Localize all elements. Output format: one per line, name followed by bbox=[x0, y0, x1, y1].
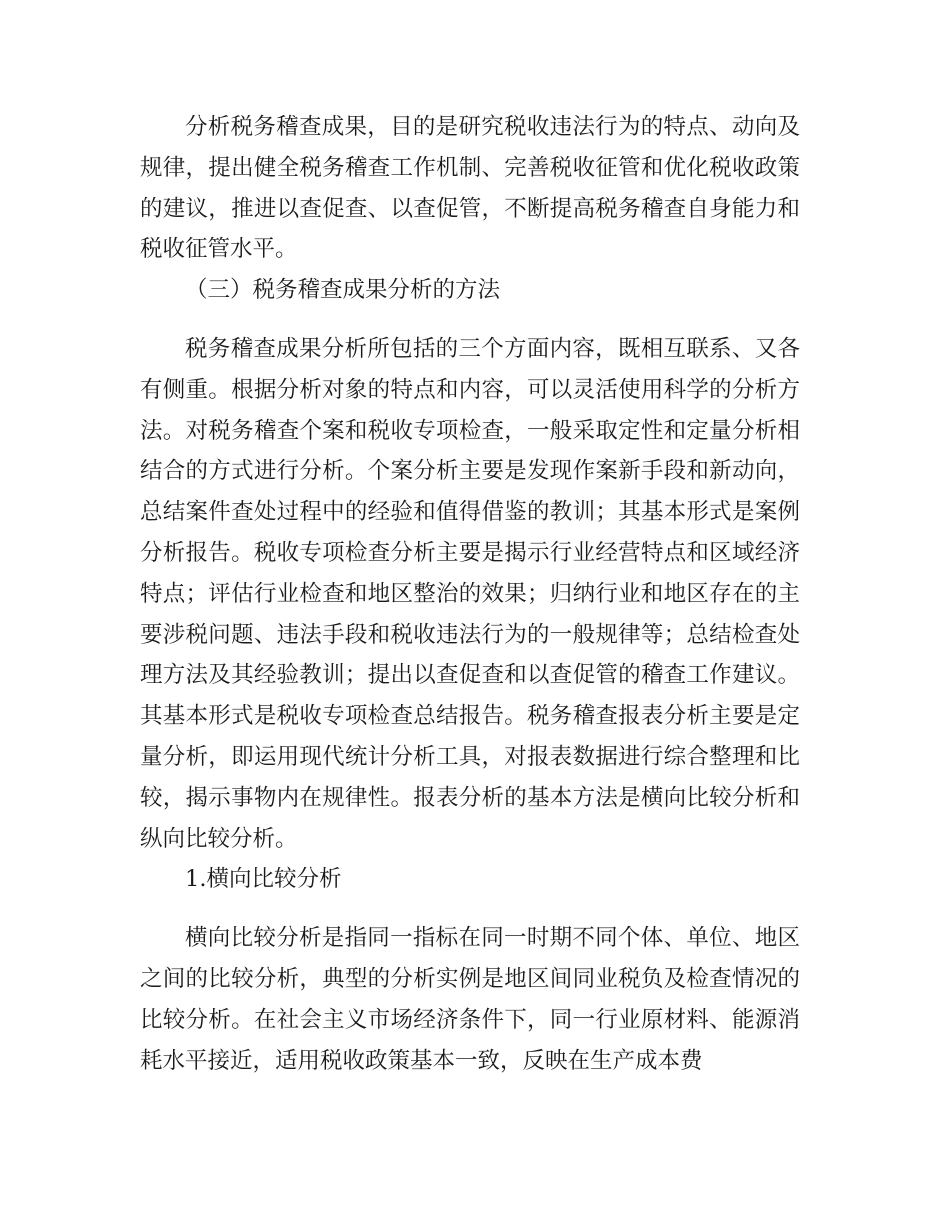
paragraph-methods: 税务稽查成果分析所包括的三个方面内容，既相互联系、又各有侧重。根据分析对象的特点和内容，可以灵活使用科学的分析方法。对税务稽查个案和税收专项检查，一般采取定性和定量分析相结合的方式进行分析。个案分析主要是发现作案新手段和新动向，总结案件查处过程中的经验和值得借鉴的教训；其基本形式是案例分析报告。税收专项检查分析主要是揭示行业经营特点和区域经济特点；评估行业检查和地区整治的效果；归纳行业和地区存在的主要涉税问题、违法手段和税收违法行为的一般规律等；总结检查处理方法及其经验教训；提出以查促查和以查促管的稽查工作建议。其基本形式是税收专项检查总结报告。税务稽查报表分析主要是定量分析，即运用现代统计分析工具，对报表数据进行综合整理和比较，揭示事物内在规律性。报表分析的基本方法是横向比较分析和纵向比较分析。 bbox=[140, 335, 800, 852]
paragraph-purpose: 分析税务稽查成果，目的是研究税收违法行为的特点、动向及规律，提出健全税务稽查工作机制、完善税收征管和优化税收政策的建议，推进以查促查、以查促管，不断提高税务稽查自身能力和税收征管水平。 bbox=[140, 114, 800, 263]
document-body bbox=[140, 107, 800, 1081]
paragraph-horizontal: 横向比较分析是指同一指标在同一时期不同个体、单位、地区之间的比较分析，典型的分析实例是地区间同业税负及检查情况的比较分析。在社会主义市场经济条件下，同一行业原材料、能源消耗水平接近，适用税收政策基本一致，反映在生产成本费 bbox=[140, 925, 800, 1074]
subsection-heading-horizontal: 1.横向比较分析 bbox=[185, 866, 342, 893]
section-heading-methods: （三）税务稽查成果分析的方法 bbox=[185, 277, 501, 304]
